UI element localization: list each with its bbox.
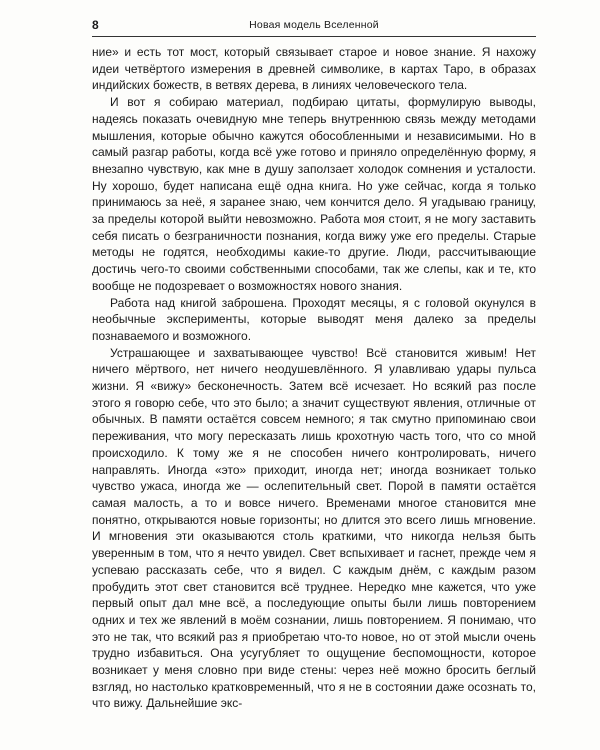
paragraph: Устрашающее и захватывающее чувство! Всё становится живым! Нет ничего мёртвого, нет ничего неодушевлённого. Я улавливаю удары пульса жизни. Я «вижу» бесконечность. Затем всё исчезает. Но всякий раз после этого я говорю себе, что это было; а значит существуют явления, отличные от обычных. В памяти остаётся совсем немного; я так смутно припоминаю свои переживания, что могу пересказать лишь крохотную часть того, что со мной происходило. К тому же я не способен ничего контролировать, ничего направлять. Иногда «это» приходит, иногда нет; иногда возникает только чувство ужаса, иногда же — ослепительный свет. Порой в памяти остаётся самая малость, а то и вовсе ничего. Временами многое становится мне понятно, открываются новые горизонты; но длится это всего лишь мгновение. И мгновения эти оказываются столь краткими, что никогда нельзя быть уверенным в том, что я нечто увидел. Свет вспыхивает и гаснет, прежде чем я успеваю рассказать себе, что я видел. С каждым днём, с каждым разом пробудить этот свет становится всё труднее. Нередко мне кажется, что уже первый опыт дал мне всё, а последующие опыты были лишь повторением одних и тех же явлений в моём сознании, лишь повторением. Я понимаю, что это не так, что всякий раз я приобретаю что-то новое, но от этой мысли очень трудно избавиться. Она усугубляет то ощущение беспомощности, которое возникает у меня словно при виде стены: через неё можно бросить беглый взгляд, но настолько кратковременный, что я не в состоянии даже осознать то, что вижу. Дальнейшие экс-	[92, 345, 536, 711]
paragraph: ние» и есть тот мост, который связывает старое и новое знание. Я нахожу идеи четвёртого измерения в древней символике, в картах Таро, в образах индийских божеств, в ветвях дерева, в линиях человеческого тела.	[92, 45, 536, 93]
body-text	[92, 44, 536, 712]
running-title: Новая модель Вселенной	[249, 19, 379, 31]
running-header	[92, 18, 536, 37]
page-number: 8	[92, 18, 99, 32]
paragraph: Работа над книгой заброшена. Проходят месяцы, я с головой окунулся в необычные эксперименты, которые выводят меня далеко за пределы познаваемого и возможного.	[92, 295, 536, 343]
paragraph: И вот я собираю материал, подбираю цитаты, формулирую выводы, надеясь показать очевидную мне теперь внутреннюю связь между методами мышления, которые обычно кажутся обособленными и независимыми. Но в самый разгар работы, когда всё уже готово и приняло определённую форму, я внезапно чувствую, как мне в душу заползает холодок сомнения и усталости. Ну хорошо, будет написана ещё одна книга. Но уже сейчас, когда я только принимаюсь за неё, я заранее знаю, чем кончится дело. Я угадываю границу, за пределы которой выйти невозможно. Работа моя стоит, я не могу заставить себя писать о безграничности познания, когда вижу уже его пределы. Старые методы не годятся, необходимы какие-то другие. Люди, рассчитывающие достичь чего-то своими собственными способами, так же слепы, как и те, кто вообще не подозревает о возможностях нового знания.	[92, 95, 536, 293]
